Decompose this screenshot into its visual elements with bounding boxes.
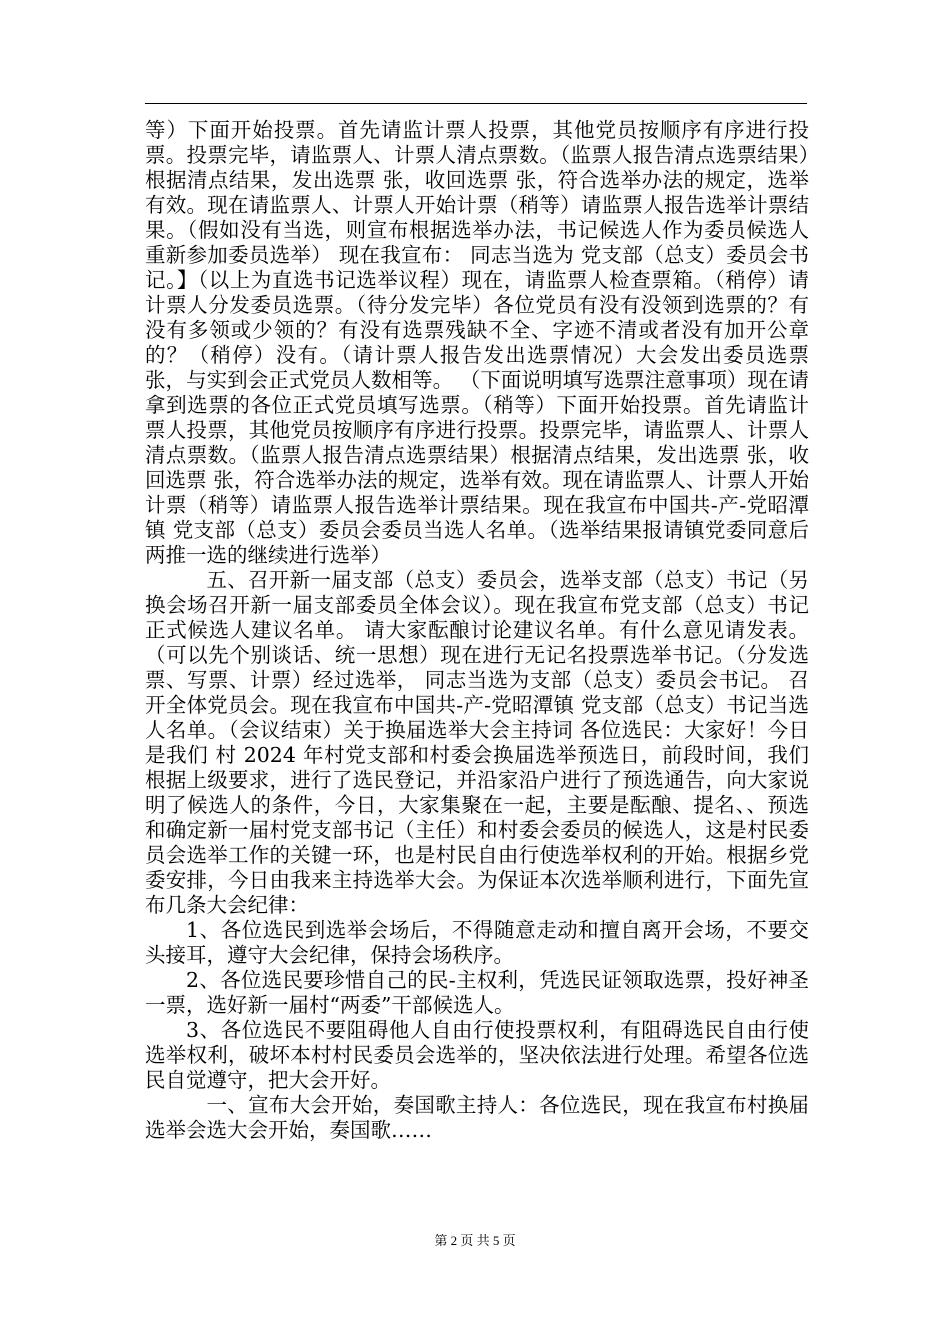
document-body (145, 118, 809, 1143)
paragraph-rule-1: 1、各位选民到选举会场后，不得随意走动和擅自离开会场，不要交头接耳，遵守大会纪律，保持会场秩序。 (145, 918, 809, 967)
page-number-footer: 第 2 页 共 5 页 (434, 1233, 516, 1248)
paragraph-section-one: 一、宣布大会开始，奏国歌主持人：各位选民，现在我宣布村换届选举会选大会开始，奏国歌…… (145, 1093, 809, 1142)
header-rule (145, 103, 807, 104)
paragraph-rule-3: 3、各位选民不要阻碍他人自由行使投票权利，有阻碍选民自由行使选举权利，破坏本村村民委员会选举的，坚决依法进行处理。希望各位选民自觉遵守，把大会开好。 (145, 1018, 809, 1092)
paragraph-section-five: 五、召开新一届支部（总支）委员会，选举支部（总支）书记（另换会场召开新一届支部委员全体会议）。现在我宣布党支部（总支）书记正式候选人建议名单。 请大家酝酿讨论建议名单。有什么意见请发表。（可以先个别谈话、统一思想）现在进行无记名投票选举书记。（分发选票、写票、计票）经过选举， 同志当选为支部（总支）委员会书记。 召开全体党员会。现在我宣布中国共-产-党昭潭镇 党支部（总支）书记当选人名单。（会议结束）关于换届选举大会主持词 各位选民：大家好！今日是我们 村 2024 年村党支部和村委会换届选举预选日，前段时间，我们根据上级要求，进行了选民登记，并沿家沿户进行了预选通告，向大家说明了候选人的条件，今日，大家集聚在一起，主要是酝酿、提名、、预选和确定新一届村党支部书记（主任）和村委会委员的候选人，这是村民委员会选举工作的关键一环，也是村民自由行使选举权利的开始。根据乡党委安排，今日由我来主持选举大会。为保证本次选举顺利进行，下面先宣布几条大会纪律： (145, 568, 809, 917)
paragraph-rule-2: 2、各位选民要珍惜自己的民-主权利，凭选民证领取选票，投好神圣一票，选好新一届村“两委”干部候选人。 (145, 968, 809, 1017)
paragraph-voting-procedure: 等）下面开始投票。首先请监计票人投票，其他党员按顺序有序进行投票。投票完毕，请监票人、计票人清点票数。（监票人报告清点选票结果）根据清点结果，发出选票 张，收回选票 张，符合选举办法的规定，选举有效。现在请监票人、计票人开始计票（稍等）请监票人报告选举计票结果。（假如没有当选，则宣布根据选举办法，书记候选人作为委员候选人重新参加委员选举） 现在我宣布： 同志当选为 党支部（总支）委员会书记。】（以上为直选书记选举议程）现在，请监票人检查票箱。（稍停）请计票人分发委员选票。（待分发完毕）各位党员有没有没领到选票的？有没有多领或少领的？有没有选票残缺不全、字迹不清或者没有加开公章的？（稍停）没有。（请计票人报告发出选票情况）大会发出委员选票 张，与实到会正式党员人数相等。 （下面说明填写选票注意事项）现在请拿到选票的各位正式党员填写选票。（稍等）下面开始投票。首先请监计票人投票，其他党员按顺序有序进行投票。投票完毕，请监票人、计票人清点票数。（监票人报告清点选票结果）根据清点结果，发出选票 张，收回选票 张，符合选举办法的规定，选举有效。现在请监票人、计票人开始计票（稍等）请监票人报告选举计票结果。现在我宣布中国共-产-党昭潭镇 党支部（总支）委员会委员当选人名单。（选举结果报请镇党委同意后两推一选的继续进行选举） (145, 118, 809, 567)
